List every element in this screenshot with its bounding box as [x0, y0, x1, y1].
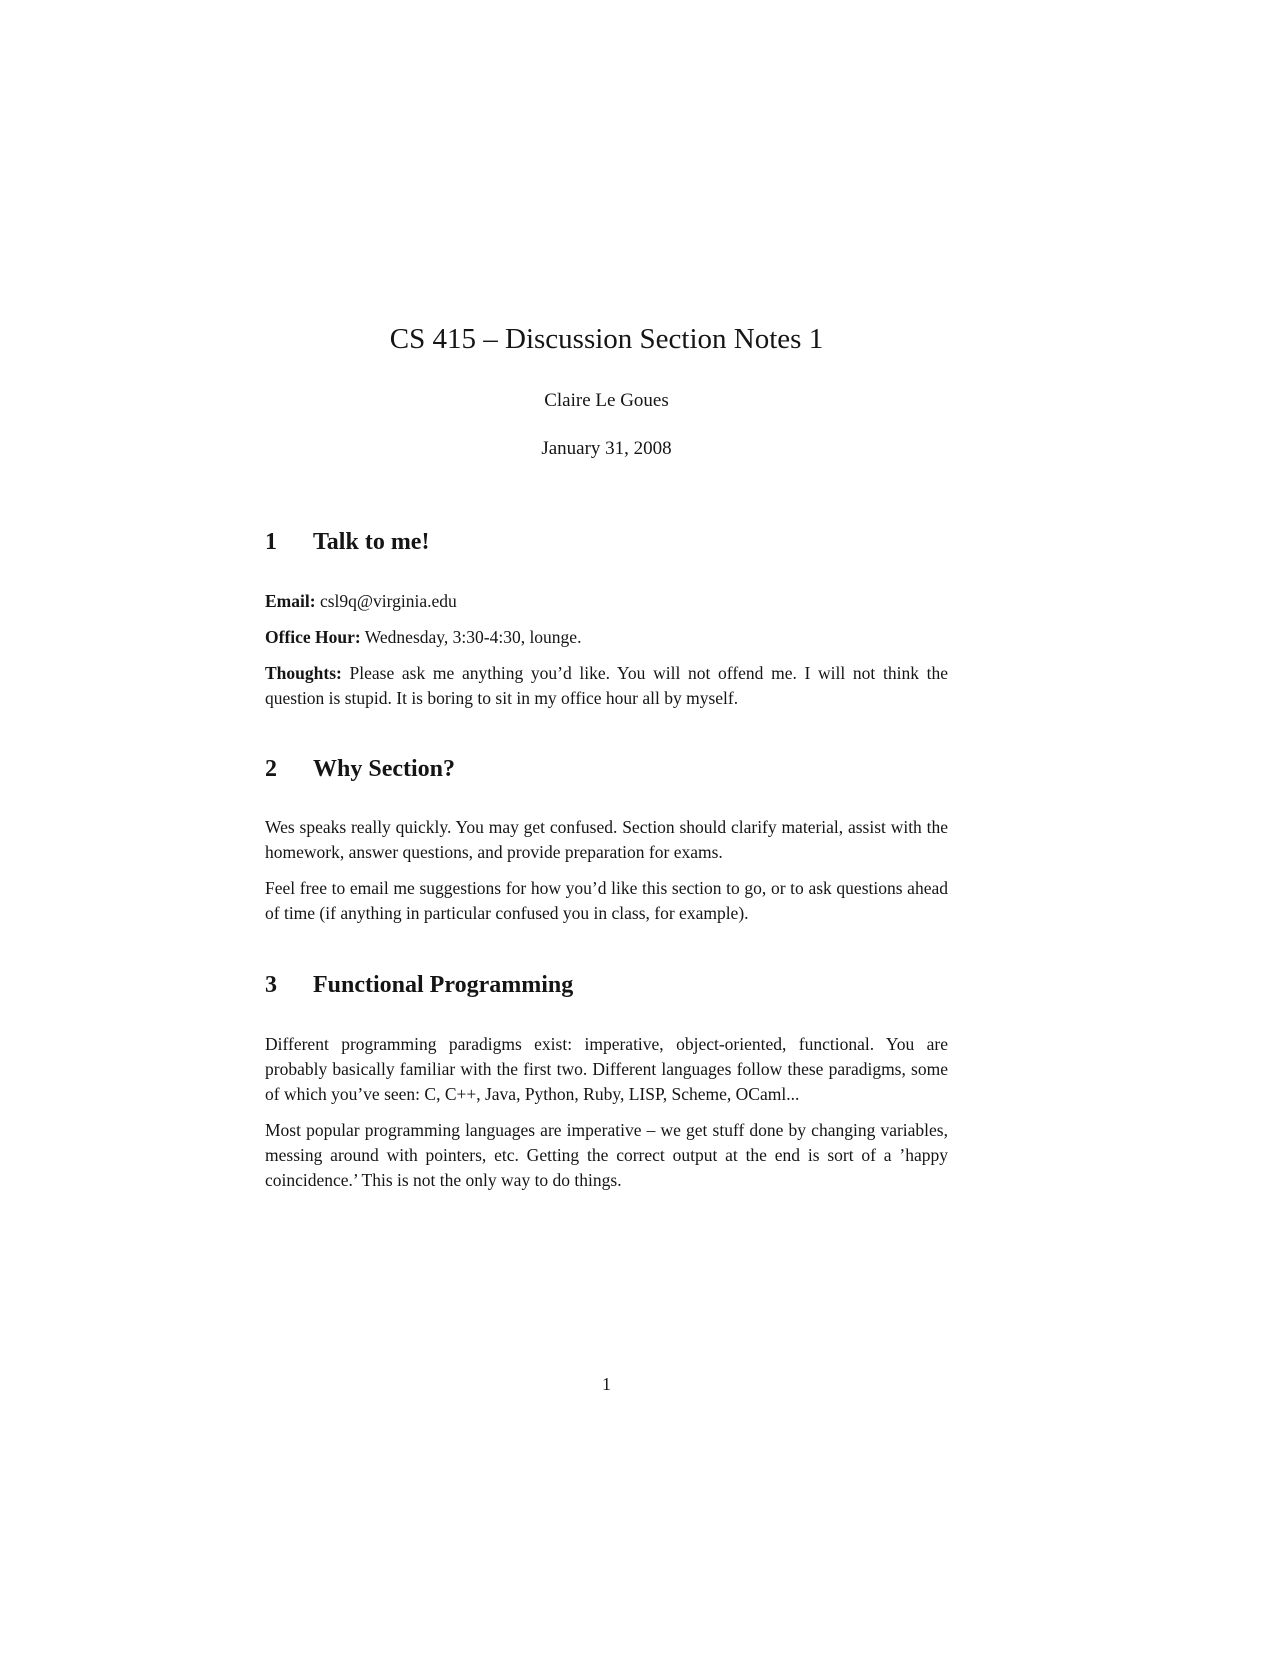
office-hour-value: Wednesday, 3:30-4:30, lounge.	[364, 626, 582, 647]
paragraph: Most popular programming languages are imperative – we get stuff done by changing variables, messing around with pointers, etc. Getting the correct output at the end is sort of a ’happy coincidence.’ This is not the only way to do things.	[265, 1120, 948, 1191]
section-body-why-section	[265, 815, 948, 926]
document-title: CS 415 – Discussion Section Notes 1	[389, 323, 824, 355]
email-value: csl9q@virginia.edu	[319, 590, 457, 611]
paragraph: Different programming paradigms exist: imperative, object-oriented, functional. You are probably basically familiar with the first two. Different languages follow these paradigms, some of which you’ve seen: C, C++, Java, Python, Ruby, LISP, Scheme, OCaml...	[265, 1034, 948, 1105]
section-title-text: Why Section?	[313, 755, 456, 782]
thoughts-value: Please ask me anything you’d like. You will not offend me. I will not think the question is stupid. It is boring to sit in my office hour all by myself.	[265, 662, 948, 708]
email-label: Email:	[265, 590, 316, 611]
labeled-paragraph-office-hour	[265, 625, 948, 650]
section-number: 1	[265, 528, 277, 555]
section-number: 3	[265, 972, 277, 999]
office-hour-label: Office Hour:	[265, 626, 361, 647]
section-body-functional-programming	[265, 1032, 948, 1193]
document-author: Claire Le Goues	[544, 389, 669, 411]
document-content	[265, 0, 948, 1204]
section-body-talk-to-me	[265, 589, 948, 711]
section-title-text: Functional Programming	[313, 972, 574, 999]
section-heading-why-section	[265, 755, 948, 784]
section-heading-talk-to-me	[265, 528, 948, 557]
document-date: January 31, 2008	[541, 437, 672, 459]
paragraph: Feel free to email me suggestions for how you’d like this section to go, or to ask questions ahead of time (if anything in particular confused you in class, for example).	[265, 878, 948, 924]
section-heading-functional-programming	[265, 971, 948, 1000]
paragraph: Wes speaks really quickly. You may get confused. Section should clarify material, assist with the homework, answer questions, and provide preparation for exams.	[265, 817, 948, 863]
labeled-paragraph-email	[265, 589, 948, 614]
page-number: 1	[602, 1374, 611, 1394]
section-title-text: Talk to me!	[313, 528, 430, 555]
thoughts-label: Thoughts:	[265, 662, 342, 683]
section-number: 2	[265, 755, 277, 782]
labeled-paragraph-thoughts	[265, 661, 948, 711]
